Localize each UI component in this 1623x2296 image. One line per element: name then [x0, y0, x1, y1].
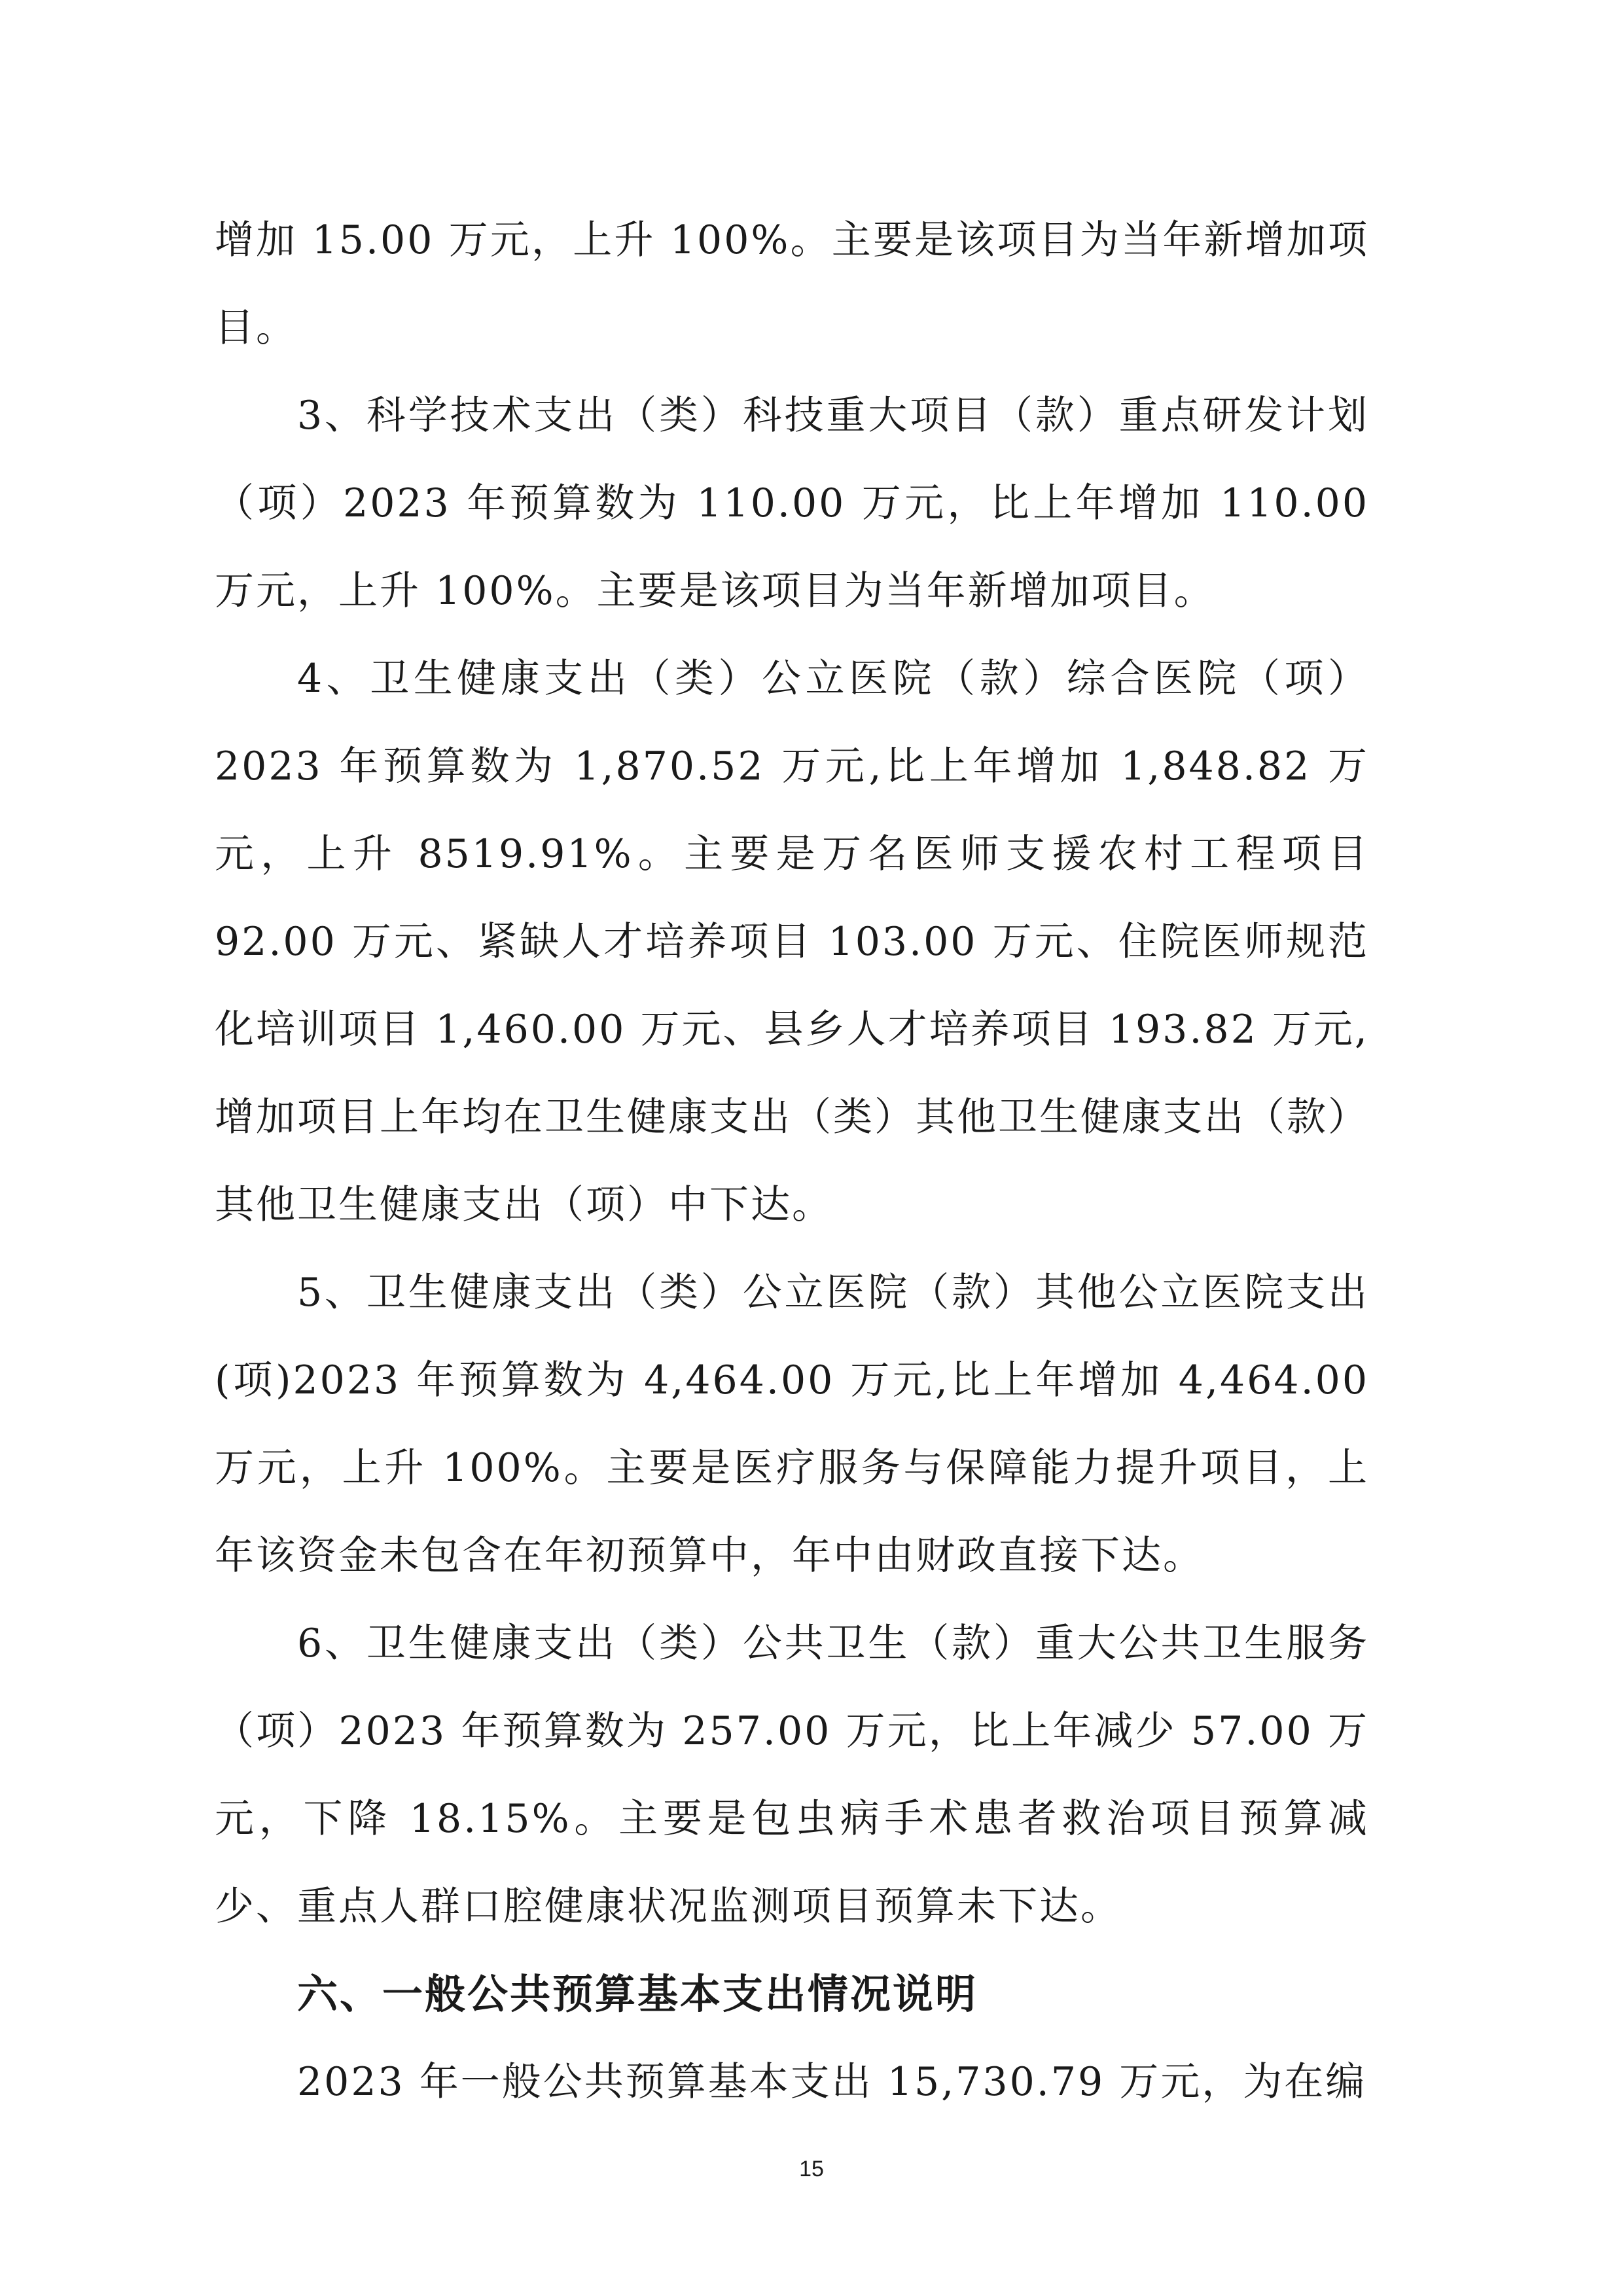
paragraph-continued: 增加 15.00 万元，上升 100%。主要是该项目为当年新增加项目。	[215, 217, 1369, 351]
paragraph-item-6: 6、卫生健康支出（类）公共卫生（款）重大公共卫生服务（项）2023 年预算数为 257.00 万元，比上年减少 57.00 万元，下降 18.15%。主要是包虫病手术患者救治项目预算减少、重点人群口腔健康状况监测项目预算未下达。	[215, 1621, 1369, 1929]
paragraph-item-5: 5、卫生健康支出（类）公立医院（款）其他公立医院支出(项)2023 年预算数为 4,464.00 万元,比上年增加 4,464.00 万元，上升 100%。主要是医疗服务与保障能力提升项目，上年该资金未包含在年初预算中，年中由财政直接下达。	[215, 1270, 1369, 1579]
page-number: 15	[799, 2157, 824, 2181]
paragraph-section-intro: 2023 年一般公共预算基本支出 15,730.79 万元，为在编	[297, 2059, 1367, 2105]
document-body	[215, 196, 1369, 2126]
paragraph-item-4: 4、卫生健康支出（类）公立医院（款）综合医院（项）2023 年预算数为 1,870.52 万元,比上年增加 1,848.82 万元，上升 8519.91%。主要是万名医师支援农村工程项目 92.00 万元、紧缺人才培养项目 103.00 万元、住院医师规范化培训项目 1,460.00 万元、县乡人才培养项目 193.82 万元,增加项目上年均在卫生健康支出（类）其他卫生健康支出（款）其他卫生健康支出（项）中下达。	[215, 656, 1369, 1228]
section-heading: 六、一般公共预算基本支出情况说明	[297, 1970, 978, 2018]
paragraph-item-3: 3、科学技术支出（类）科技重大项目（款）重点研发计划（项）2023 年预算数为 110.00 万元，比上年增加 110.00 万元，上升 100%。主要是该项目为当年新增加项目。	[215, 393, 1369, 614]
